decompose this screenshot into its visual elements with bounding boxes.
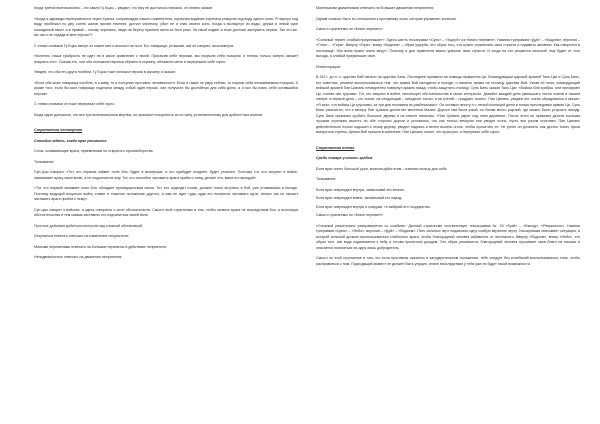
paragraph: «Сильный решительно расправляется со слабым». Данный стратагеме соответствует гексаграмма № 43 «Гуай» – «Выход», «Решимость». Нижняя триграмма «Цянь» – «Небо», верхняя – «Дуй» – «Водоем». Пять сильных черт подавляют одну слабую верхнюю черту. Гексаграмма описывает ситуацию, в которой сильный должен воспользоваться слабостью врага, чтобы благородный человек избавился от ничтожного. Вверху «Водоем», внизу «Небо», это образ того, как вода поднимается к небу и готова пролиться дождем. Это образ решимости; благородный человек проливает свои блага на низших и опасается полагаться на одну лишь добродетель. bbox=[316, 223, 580, 250]
paragraph: Простые действия добиться контроля над сложной обстановкой; bbox=[34, 223, 143, 228]
paragraph: Сун-цзы говорит о войсках, а здесь говорится о силе обстоятельств. Смысл этой стратагемы в том, чтобы сковать врага не посредством боя, а используя обстоятельства и тем самым заставить его подчиниться своей воле. bbox=[34, 207, 298, 217]
paragraph: Сун-Цзы говорил: «Тот, кто первым займет поле боя, будет в выигрыше, а кто прибудет позднее, будет утомлен. Поэтому тот, кто искусен в войне, навязывает врагу свою волю, а не подчиняется ему. Тот, кто способен заставить врага прийти к нему, делает это, маня его выгодой». bbox=[34, 170, 298, 180]
paragraph: «Когда я однажды переправлялся через Хуанхэ, сопровождая нашего повелителя, огромная водяная черепаха утащила под воду одного коня. Я нырнул под воду, пробежал по дну сотню шагов против течения, догнал черепаху, убил ее и спас своего коня. Когда я вынырнул из воды, держа в левой руке лошадиный хвост, а в правой – голову черепахи, люди на берегу приняли меня за бога реки. За такой подвиг я тоже достоин заслужить персик. Так что же, вы так и не отдадите мне персик?» bbox=[34, 16, 298, 37]
paragraph: Откупиться немного отвечать на изменения неприятеля; bbox=[34, 234, 129, 238]
paragraph: Маленькими движениями отвечать на большие движения неприятеля; bbox=[316, 6, 435, 10]
paragraph: Если враг поврежден внутри, захватывай его землю; bbox=[316, 187, 405, 192]
illustration-label: Иллюстрация: bbox=[316, 64, 342, 69]
paragraph: Неподвижностью отвечать на движения неприятеля; bbox=[34, 255, 123, 259]
section-subheading-5: Среди пожара учинить грабеж bbox=[316, 156, 373, 160]
paragraph: Силы, сковывающие врага, приемлемые их открытого противоборства. bbox=[34, 149, 154, 153]
paragraph: Если враг поврежден внутри и снаружи, то забирай его государство. bbox=[316, 204, 431, 209]
paragraph: В 342 г. до н. э. царство Вэй напало на царство Хань. Последнее призвало на помощь правителя Ци. Командующим царской армией Тянь Цзи и Сунь Бинь, его советник, решили воспользоваться тем, что армия Вэй находится в походе, и напасть прямо на столицу царства Вэй. Узнав об этом, командующий вэйской армией Пан Цзюань немедленно повернул армию назад, чтобы защитить столицу. Сунь Бинь сказал Тянь Цзи: «Войска Вэй храбры, они презирают Ци, считая нас трусами. Тот, кто искусен в войне, использует обстоятельства в своих интересах. Давайте каждый день уменьшать число очагов в нашем лагере: в первый день – сто тысяч, на следующий – пятьдесят тысяч, а на третий – тридцать тысяч». Пан Цзюань, увидев это, очень обрадовался и сказал: «Я знал, что войска Ци трусливы, за три дня половина их разбежалась». Он оставил пехоту и с легкой конницей днем и ночью преследовал армию Ци. Сунь Бинь рассчитал, что к вечеру Пан Цзюань достигнет местечка Малин. Дорога там была узкой, по бокам много ущелий, где можно было устроить засаду. Сунь Бинь приказал срубить большое дерево и на стволе написать: «Пан Цзюань умрет под этим деревом». После этого он приказал десяти тысячам лучшим стрелкам засесть по обе стороны дороги и условился, что как только вечером они увидят огонь, пусть все разом стреляют. Пан Цзюань действительно ночью подошел к этому дереву, увидел надпись и велел высечь огонь, чтобы прочитать ее. Не успел он дочитать, как десять тысяч луков выпустили стрелы. Армия Вэй пришла в смятение. Пан Цзюань понял, что проиграл, и перерезал себе горло. bbox=[316, 75, 580, 134]
paragraph: Толкование: bbox=[34, 159, 55, 164]
section-subheading-4: Спокойно ждать, когда враг утомится bbox=[34, 138, 107, 143]
paragraph: Когда третий военачальник – его звали Гу Ецзы – увидел, что ему не досталось персика, он гневно сказал: bbox=[34, 6, 214, 10]
paragraph: Увидев, что оба его друга погибли, Гу Ецзы тоже положил персик в корзину и сказал: bbox=[34, 70, 176, 74]
paragraph: Смысл стратагемы по «Книге перемен»: bbox=[316, 213, 384, 217]
right-column bbox=[316, 6, 580, 424]
section-heading-4: Стратагема четвертая bbox=[34, 128, 83, 132]
paragraph: Если враг поврежден вовне, захватывай его народ; bbox=[316, 196, 403, 200]
paragraph: Смысл стратагемы по «Книге перемен»: bbox=[316, 27, 384, 31]
paragraph: «Конечно, наша храбрость не идет ни в какое сравнение с твоей. Присвоив себе персики, мы покрыли себя позором, и теперь только смерть сможет искупить его». Сказав это, они оба положили персики обратно в корзину, обнажили мечи и перерезали себе горло. bbox=[34, 54, 298, 64]
paragraph: «Если оба моих товарища погибли, а я живу, то я поступаю противно человечности. Если я также не умру сейчас, то покрою себя несмываемым позором. А кроме того, если бы мои товарищи поделили между собой один персик, они получили бы достойную для себя долю, а я мог бы взять себе оставшийся персик». bbox=[34, 80, 298, 96]
paragraph: С этими словами он тоже перерезал себе горло. bbox=[34, 102, 116, 106]
paragraph: Одним словом, быть по отношению к противнику осью, которая управляет колесом. bbox=[316, 16, 457, 21]
paragraph: Если враг понес большой урон, воспользуйся этим – извлеки пользу для себя. bbox=[316, 166, 448, 171]
paragraph: Смысл по этой стратагеме в том, что если противник оказался в затруднительном положении, тебе следует без колебаний воспользоваться этим, чтобы расправиться с ним. Подходящий момент не должен быть упущен, иначе впоследствии у тебя уже не будет такой возможности. bbox=[316, 256, 580, 266]
paragraph: «Сильный теряет, слабый приумножает». Здесь шесть гексаграмм «Сунь» – «Ущерб» из «Книги перемен». Нижняя триграмма «Дуй» – «Водоем», верхняя – «Гэнь» – «Гора». Вверху «Гора», внизу «Водоем» – образ ущерба, это образ того, что нужно ограничить свои страсти и подавить желания. Как говорится в пословице: «Во всем нужно знать меру». Поэтому и для правителя важно умерять свои страсти. И когда на это решается сильный, ему будет от того выгода, а слабый приумножит свое. bbox=[316, 37, 580, 58]
paragraph: Малыми переменами отвечать на большие перемены в действиях неприятеля; bbox=[34, 244, 167, 249]
section-heading-5: Стратагема пятая bbox=[316, 145, 355, 150]
paragraph: «Тот, кто первый занимает поле боя, обладает преимуществом покоя. Тот, кто подходит позже, должен точно вступить в бой, уже утомившись в походе. Поэтому ведущий искусную войну ставит в тяжелое положение другого, а сам не идет туда, куда его пытаются заставить идти; только так он сможет заставить врага прийти к нему». bbox=[34, 186, 298, 201]
paragraph: С этими словами Гу Ецзы вынул из ножен меч и вскочил на ноги. Его товарищи, услышав, как он говорил, воскликнули: bbox=[34, 43, 235, 48]
paragraph: Толкование: bbox=[316, 177, 337, 181]
paragraph: Когда царю доложили, что все три военачальника мертвы, он приказал похоронить их по чину, установленному для доблестных воинов. bbox=[34, 112, 263, 117]
left-column bbox=[34, 6, 298, 424]
